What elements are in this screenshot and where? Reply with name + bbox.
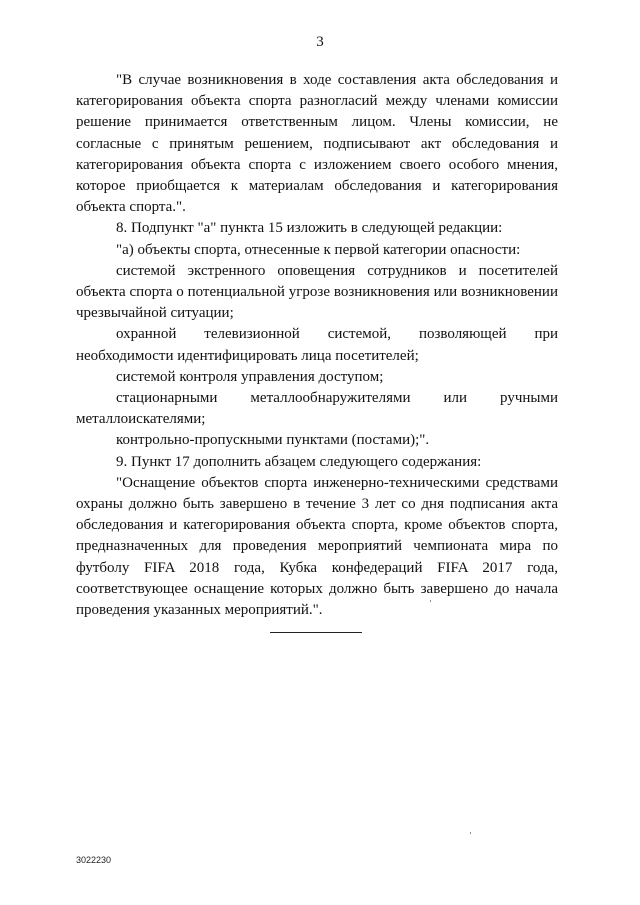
end-divider <box>270 632 362 633</box>
paragraph-item-9: 9. Пункт 17 дополнить абзацем следующего содержания: <box>116 453 482 470</box>
document-body <box>76 70 558 621</box>
scan-speck <box>430 600 431 602</box>
paragraph-checkpoints: контрольно-пропускными пунктами (постами);". <box>116 432 430 449</box>
paragraph-cctv-system: охранной телевизионной системой, позволяющей при необходимости идентифицировать лица посетителей; <box>76 326 558 364</box>
paragraph-dispute-resolution: "В случае возникновения в ходе составления акта обследования и категорирования объекта спорта разногласий между членами комиссии решение принимается ответственным лицом. Члены комиссии, не согласные с принятым решением, подписывают акт обследования и категорирования объекта спорта с изложением своего особого мнения, которое приобщается к материалам обследования и категорирования объекта спорта.". <box>76 72 558 216</box>
paragraph-access-control: системой контроля управления доступом; <box>116 368 384 385</box>
scan-speck <box>470 832 471 834</box>
page-number: 3 <box>316 34 324 50</box>
paragraph-subitem-a: "а) объекты спорта, отнесенные к первой категории опасности: <box>116 241 521 258</box>
paragraph-equipment-deadline: "Оснащение объектов спорта инженерно-техническими средствами охраны должно быть завершено в течение 3 лет со дня подписания акта обследования и категорирования объекта спорта, кроме объектов спорта, предназначенных для проведения мероприятий чемпионата мира по футболу FIFA 2018 года, Кубка конфедераций FIFA 2017 года, соответствующее оснащение которых должно быть завершено до начала проведения указанных мероприятий.". <box>76 474 558 619</box>
paragraph-item-8: 8. Подпункт "а" пункта 15 изложить в следующей редакции: <box>116 220 503 237</box>
paragraph-metal-detectors: стационарными металлообнаружителями или ручными металлоискателями; <box>76 390 558 428</box>
paragraph-alert-system: системой экстренного оповещения сотрудников и посетителей объекта спорта о потенциальной угрозе возникновения или возникновении чрезвычайной ситуации; <box>76 262 558 322</box>
document-code: 3022230 <box>76 855 112 865</box>
